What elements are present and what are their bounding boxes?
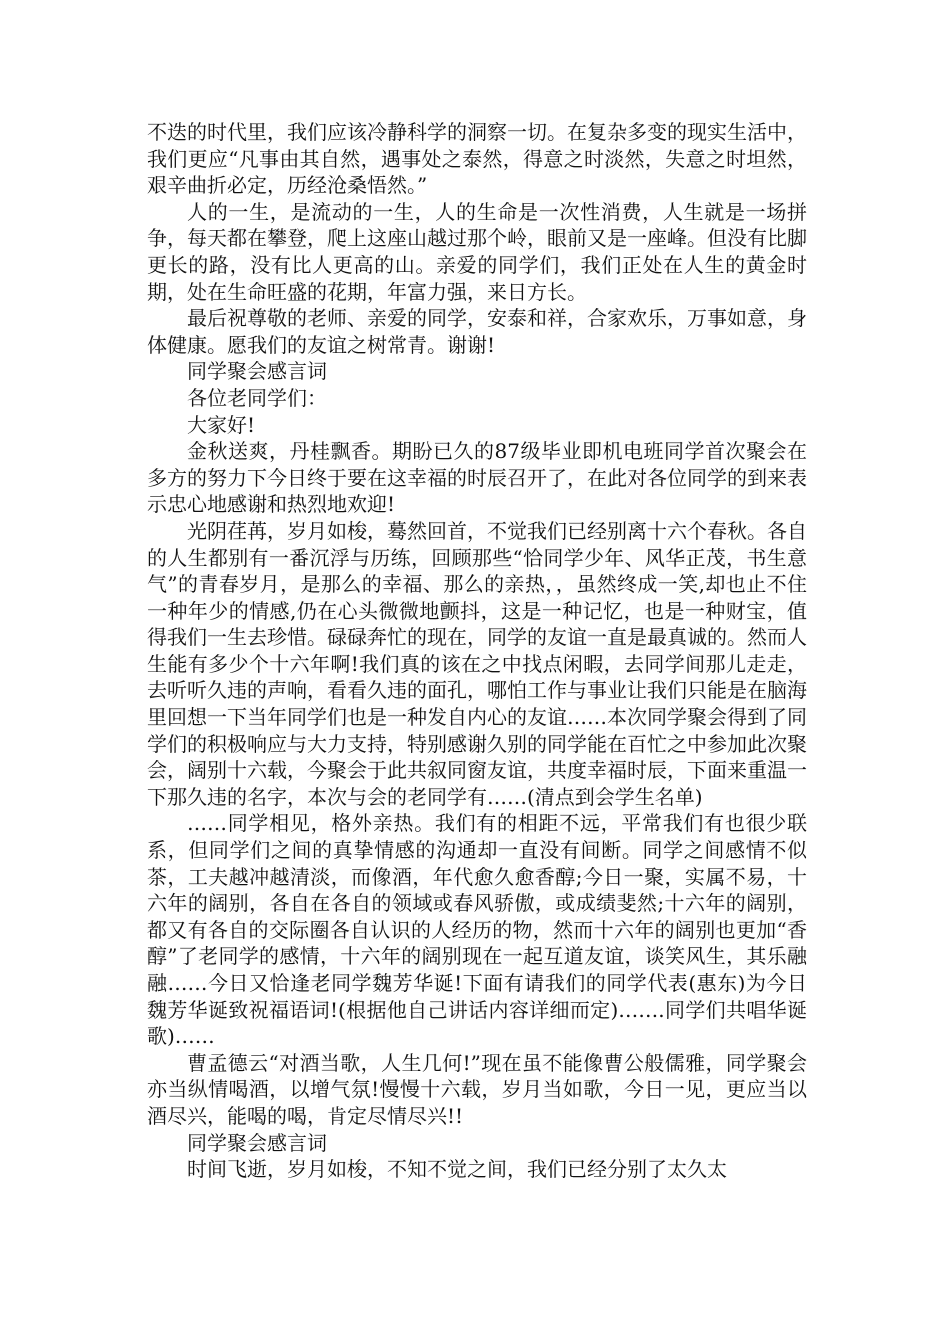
document-paragraph: 时间飞逝，岁月如梭，不知不觉之间，我们已经分别了太久太 — [187, 1157, 727, 1182]
document-paragraph: 最后祝尊敬的老师、亲爱的同学，安泰和祥，合家欢乐，万事如意，身体健康。愿我们的友谊之树常青。谢谢! — [147, 306, 807, 357]
document-paragraph: 不迭的时代里，我们应该冷静科学的洞察一切。在复杂多变的现实生活中，我们更应“凡事由其自然，遇事处之泰然，得意之时淡然，失意之时坦然，艰辛曲折必定，历经沧桑悟然。” — [147, 120, 807, 198]
document-paragraph: 光阴荏苒，岁月如梭，蓦然回首，不觉我们已经别离十六个春秋。各自的人生都别有一番沉浮与历练，回顾那些“恰同学少年、风华正茂，书生意气”的青春岁月，是那么的幸福、那么的亲热，，虽然终成一笑,却也止不住一种年少的情感,仍在心头微微地颤抖，这是一种记忆，也是一种财宝，值得我们一生去珍惜。碌碌奔忙的现在，同学的友谊一直是最真诚的。然而人生能有多少个十六年啊!我们真的该在之中找点闲暇，去同学间那儿走走，去听听久违的声响，看看久违的面孔，哪怕工作与事业让我们只能是在脑海里回想一下当年同学们也是一种发自内心的友谊……本次同学聚会得到了同学们的积极响应与大力支持，特别感谢久别的同学能在百忙之中参加此次聚会，阔别十六载，今聚会于此共叙同窗友谊，共度幸福时辰，下面来重温一下那久违的名字，本次与会的老同学有……(清点到会学生名单) — [147, 518, 807, 809]
document-paragraph: 金秋送爽，丹桂飘香。期盼已久的87级毕业即机电班同学首次聚会在多方的努力下今日终于要在这幸福的时辰召开了，在此对各位同学的到来表示忠心地感谢和热烈地欢迎! — [147, 439, 807, 517]
document-paragraph: 曹孟德云“对酒当歌，人生几何!”现在虽不能像曹公般儒雅，同学聚会亦当纵情喝酒，以增气氛!慢慢十六载，岁月当如歌，今日一见，更应当以酒尽兴，能喝的喝，肯定尽情尽兴!! — [147, 1050, 807, 1128]
document-paragraph: ……同学相见，格外亲热。我们有的相距不远，平常我们有也很少联系，但同学们之间的真挚情感的沟通却一直没有间断。同学之间感情不似茶，工夫越冲越清淡，而像酒，年代愈久愈香醇;今日一聚，实属不易，十六年的阔别，各自在各自的领域或春风骄傲，或成绩斐然;十六年的阔别，都又有各自的交际圈各自认识的人经历的物，然而十六年的阔别也更加“香醇”了老同学的感情，十六年的阔别现在一起互道友谊，谈笑风生，其乐融融……今日又恰逢老同学魏芳华诞!下面有请我们的同学代表(惠东)为今日魏芳华诞致祝福语词!(根据他自己讲话内容详细而定)…….同学们共唱华诞歌)…… — [147, 811, 807, 1049]
document-paragraph: 同学聚会感言词 — [187, 1130, 327, 1155]
document-paragraph: 人的一生，是流动的一生，人的生命是一次性消费，人生就是一场拼争，每天都在攀登，爬上这座山越过那个岭，眼前又是一座峰。但没有比脚更长的路，没有比人更高的山。亲爱的同学们，我们正处在人生的黄金时期，处在生命旺盛的花期，年富力强，来日方长。 — [147, 199, 807, 304]
document-paragraph: 同学聚会感言词 — [187, 359, 327, 384]
document-page — [147, 119, 807, 1183]
document-paragraph: 大家好! — [187, 412, 256, 437]
document-paragraph: 各位老同学们： — [187, 385, 327, 410]
